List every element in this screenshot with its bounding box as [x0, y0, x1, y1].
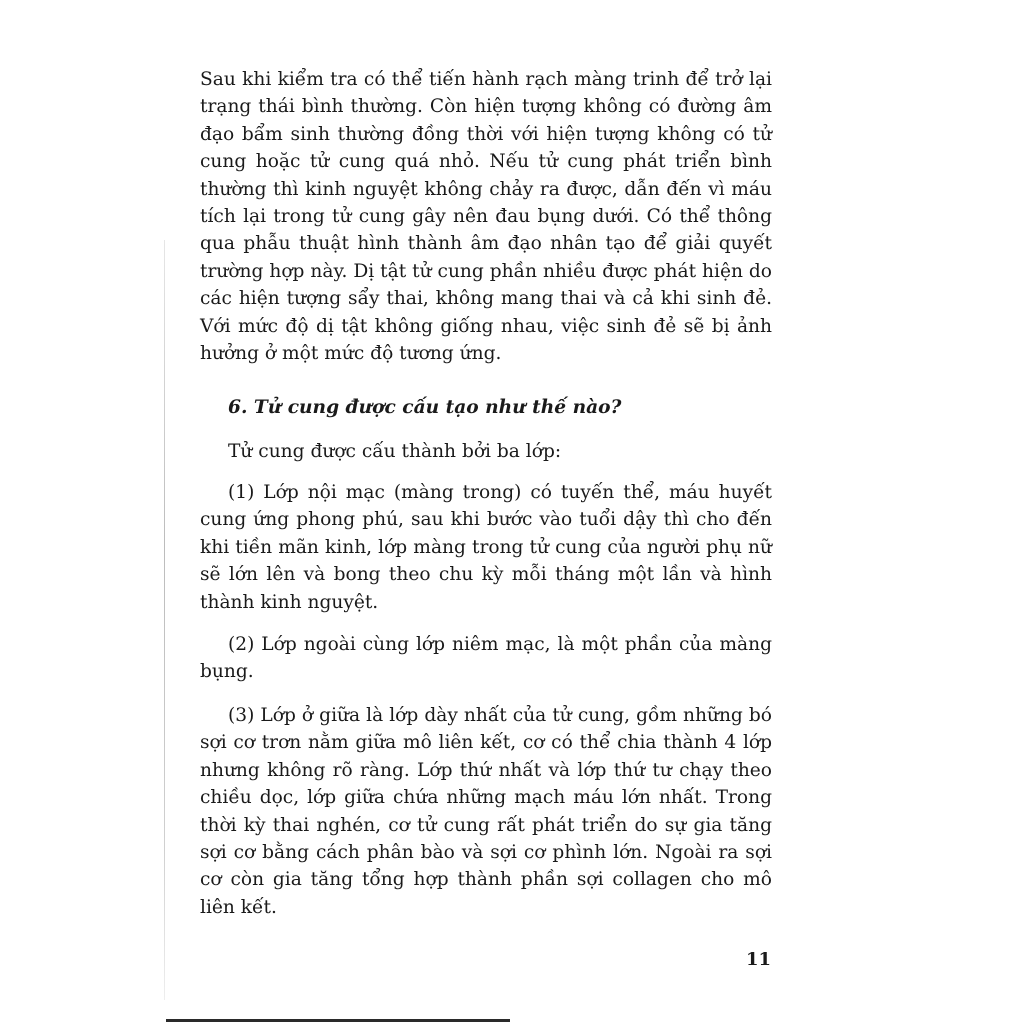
list-item-layer-2: (2) Lớp ngoài cùng lớp niêm mạc, là một phần của màng bụng. [200, 634, 772, 683]
page-number: 11 [746, 949, 772, 970]
bottom-edge-line [166, 1019, 510, 1022]
page-edge-shadow [164, 240, 165, 1000]
list-item-layer-1: (1) Lớp nội mạc (màng trong) có tuyến thể, máu huyết cung ứng phong phú, sau khi bước vào tuổi dậy thì cho đến khi tiền mãn kinh, lớp màng trong tử cung của người phụ nữ sẽ lớn lên và bong theo chu kỳ mỗi tháng một lần và hình thành kinh nguyệt. [200, 482, 772, 613]
section-intro-line: Tử cung được cấu thành bởi ba lớp: [228, 441, 562, 462]
section-heading: 6. Tử cung được cấu tạo như thế nào? [228, 397, 622, 418]
body-paragraph-intro: Sau khi kiểm tra có thể tiến hành rạch màng trinh để trở lại trạng thái bình thường. Còn hiện tượng không có đường âm đạo bẩm sinh thường đồng thời với hiện tượng không có tử cung hoặc tử cung quá nhỏ. Nếu tử cung phát triển bình thường thì kinh nguyệt không chảy ra được, dẫn đến vì máu tích lại trong tử cung gây nên đau bụng dưới. Có thể thông qua phẫu thuật hình thành âm đạo nhân tạo để giải quyết trường hợp này. Dị tật tử cung phần nhiều được phát hiện do các hiện tượng sẩy thai, không mang thai và cả khi sinh đẻ. Với mức độ dị tật không giống nhau, việc sinh đẻ sẽ bị ảnh hưởng ở một mức độ tương ứng. [200, 69, 772, 365]
list-item-layer-3: (3) Lớp ở giữa là lớp dày nhất của tử cung, gồm những bó sợi cơ trơn nằm giữa mô liên kết, cơ có thể chia thành 4 lớp nhưng không rõ ràng. Lớp thứ nhất và lớp thứ tư chạy theo chiều dọc, lớp giữa chứa những mạch máu lớn nhất. Trong thời kỳ thai nghén, cơ tử cung rất phát triển do sự gia tăng sợi cơ bằng cách phân bào và sợi cơ phình lớn. Ngoài ra sợi cơ còn gia tăng tổng hợp thành phần sợi collagen cho mô liên kết. [200, 705, 772, 918]
